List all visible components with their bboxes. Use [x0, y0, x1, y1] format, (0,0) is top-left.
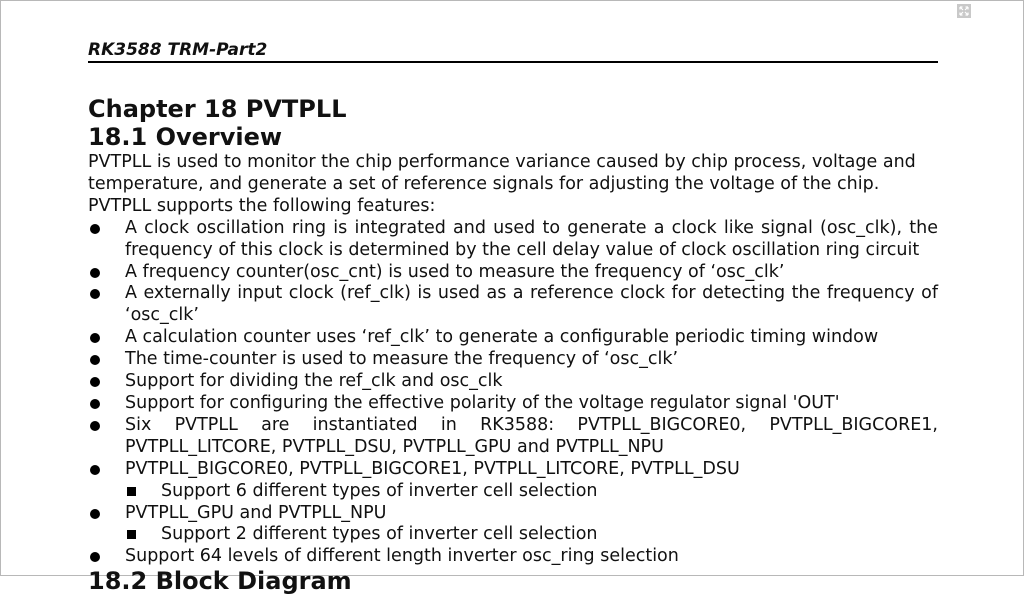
list-item: A externally input clock (ref_clk) is used as a reference clock for detecting the frequency of ‘osc_clk’	[88, 283, 938, 327]
list-item: Six PVTPLL are instantiated in RK3588: PVTPLL_BIGCORE0, PVTPLL_BIGCORE1, PVTPLL_LITCORE, PVTPLL_DSU, PVTPLL_GPU and PVTPLL_NPU	[88, 415, 938, 459]
list-item: PVTPLL_GPU and PVTPLL_NPU	[88, 503, 938, 525]
list-item: Support 64 levels of different length inverter osc_ring selection	[88, 546, 938, 568]
list-item: A calculation counter uses ‘ref_clk’ to generate a configurable periodic timing window	[88, 327, 938, 349]
section-title: 18.1 Overview	[88, 123, 283, 151]
list-item: The time-counter is used to measure the frequency of ‘osc_clk’	[88, 349, 938, 371]
feature-list	[88, 218, 938, 569]
running-header: RK3588 TRM-Part2	[88, 40, 938, 63]
fit-page-icon[interactable]	[957, 4, 971, 18]
intro-paragraph: PVTPLL is used to monitor the chip performance variance caused by chip process, voltage and temperature, and generate a set of reference signals for adjusting the voltage of the chip.	[88, 152, 916, 194]
sub-list-item: Support 6 different types of inverter cell selection	[88, 481, 938, 503]
page-body	[88, 152, 938, 568]
expand-arrows-icon	[959, 6, 969, 16]
chapter-title: Chapter 18 PVTPLL	[88, 95, 347, 123]
list-item: Support for configuring the effective polarity of the voltage regulator signal 'OUT'	[88, 393, 938, 415]
list-item: PVTPLL_BIGCORE0, PVTPLL_BIGCORE1, PVTPLL_LITCORE, PVTPLL_DSU	[88, 459, 938, 481]
list-item: A clock oscillation ring is integrated and used to generate a clock like signal (osc_clk), the frequency of this clock is determined by the cell delay value of clock oscillation ring circuit	[88, 218, 938, 262]
list-item: A frequency counter(osc_cnt) is used to measure the frequency of ‘osc_clk’	[88, 262, 938, 284]
features-intro: PVTPLL supports the following features:	[88, 195, 436, 216]
next-section-heading: 18.2 Block Diagram	[88, 567, 352, 595]
sub-list-item: Support 2 different types of inverter cell selection	[88, 524, 938, 546]
list-item: Support for dividing the ref_clk and osc_clk	[88, 371, 938, 393]
